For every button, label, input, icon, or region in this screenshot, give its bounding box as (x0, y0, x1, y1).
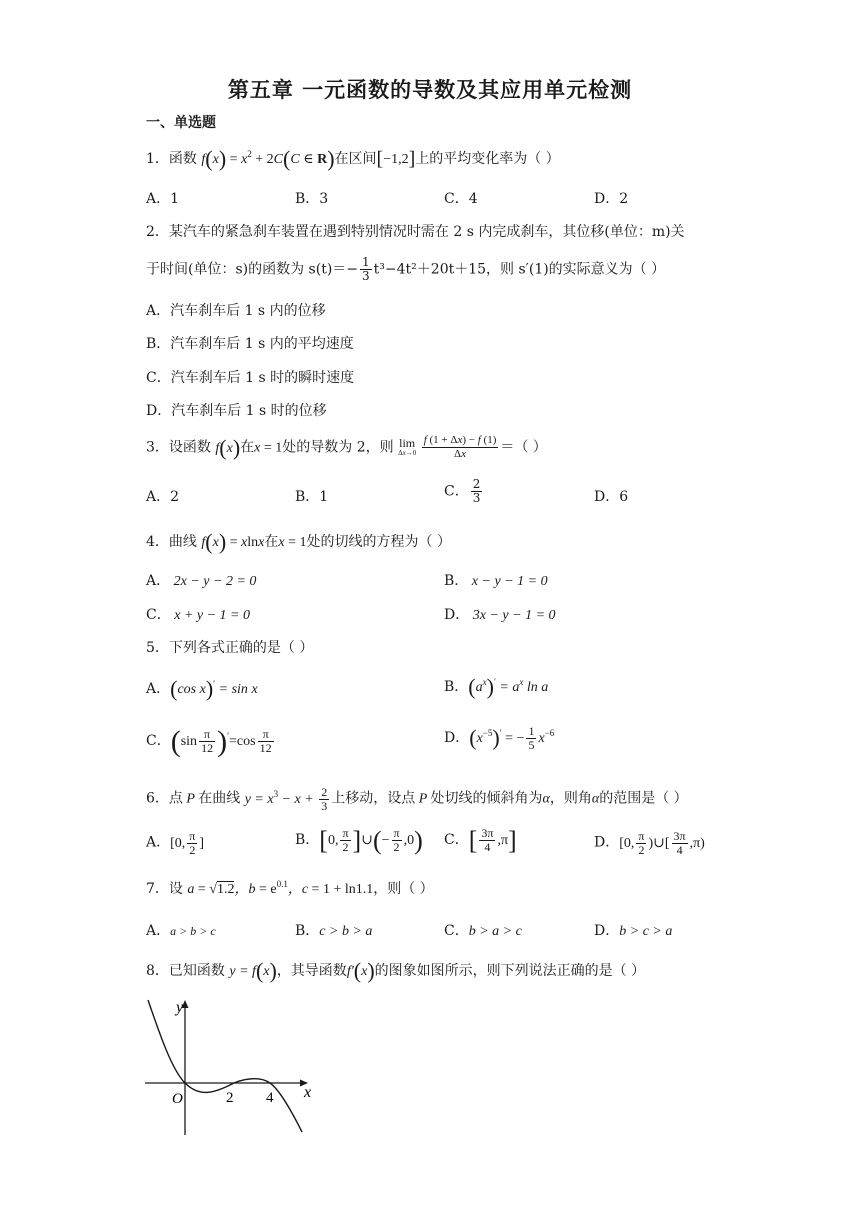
q5-option-a[interactable]: A．(cos x)′ = sin x (146, 676, 258, 701)
q2-fraction-one-third: $\frac{1}{3}$ (362, 255, 370, 283)
q6-option-a[interactable]: A．[0, $\frac{\pi}{2}$ ] (146, 829, 205, 857)
derivative-curve (148, 1000, 302, 1132)
q2-option-a[interactable]: A．汽车刹车后 1 s 内的位移 (146, 303, 326, 319)
q3-option-c[interactable]: C． $\frac{2}{3}$ (444, 477, 481, 505)
tick-label-4: 4 (266, 1090, 274, 1106)
question-2-line-1: 2．某汽车的紧急刹车装置在遇到特别情况时需在 2 s 内完成刹车，其位移(单位：m)关 (146, 224, 685, 240)
q7-option-c[interactable]: C．b > a > c (444, 923, 522, 939)
q1-option-c[interactable]: C．4 (444, 191, 478, 207)
q3-option-b[interactable]: B．1 (295, 489, 329, 505)
question-3: 3．设函数 f(x)在x = 1处的导数为 2，则 lim Δx→0 $\frac{f (1 + \Delta x) - f (1)}{\Delta x}$ ＝（ ） (146, 434, 547, 460)
section-heading: 一、单选题 (146, 115, 216, 131)
q3-option-d[interactable]: D．6 (594, 489, 629, 505)
page-title: 第五章 一元函数的导数及其应用单元检测 (227, 78, 633, 102)
q7-option-b[interactable]: B．c > b > a (295, 923, 373, 939)
q1-option-d[interactable]: D．2 (594, 191, 629, 207)
question-8: 8．已知函数 y = f(x)，其导函数f′(x)的图象如图所示，则下列说法正确的是（ ） (146, 958, 646, 983)
q1-option-b[interactable]: B．3 (295, 191, 329, 207)
q5-option-d[interactable]: D．$(x^{-5})'$ = − $\frac{1}{5}$ $x^{-6}$ (444, 724, 555, 753)
y-axis-label: y (176, 999, 184, 1016)
q4-option-c[interactable]: C． x + y − 1 = 0 (146, 607, 251, 623)
q4-option-a[interactable]: A． 2x − y − 2 = 0 (146, 573, 257, 589)
q5-option-b[interactable]: B．$(a^x)' = a^x$ ln a (444, 674, 549, 699)
q3-limit: lim Δx→0 $\frac{f (1 + \Delta x) - f (1)}{\Delta x}$ (398, 434, 497, 460)
q1-function: $f(x) = x^2 + 2C(C$ ∈ R) (201, 146, 335, 171)
q7-option-d[interactable]: D．b > c > a (594, 923, 673, 939)
q3-option-a[interactable]: A．2 (146, 489, 180, 505)
question-7: 7．设 a = √1.2，$b = e^{0.1}$，c = 1 + ln1.1，则（ ） (146, 879, 434, 897)
question-6: 6．点 P 在曲线 $y = x^3 - x$ + $\frac{2}{3}$ 上移动，设点 P 处切线的倾斜角为α，则角α的范围是（ ） (146, 785, 688, 813)
derivative-graph (140, 990, 330, 1140)
q5-option-c[interactable]: C．(sin $\frac{\pi}{12}$ )′=cos $\frac{\pi}{12}$ (146, 725, 272, 758)
q6-option-d[interactable]: D．[0, $\frac{\pi}{2}$ )∪[ $\frac{3\pi}{4}$ ,π) (594, 829, 705, 857)
q7-option-a[interactable]: A．a > b > c (146, 923, 216, 939)
tick-label-2: 2 (226, 1090, 234, 1106)
question-5: 5．下列各式正确的是（ ） (146, 640, 314, 656)
q2-option-d[interactable]: D．汽车刹车后 1 s 时的位移 (146, 403, 327, 419)
q4-option-d[interactable]: D． 3x − y − 1 = 0 (444, 607, 556, 623)
q2-option-c[interactable]: C．汽车刹车后 1 s 时的瞬时速度 (146, 370, 355, 386)
q1-option-a[interactable]: A．1 (146, 191, 180, 207)
x-axis-label: x (304, 1084, 312, 1101)
origin-label: O (172, 1091, 183, 1107)
q6-option-b[interactable]: B．[0, $\frac{\pi}{2}$ ]∪(− $\frac{\pi}{2}$ ,0) (295, 826, 423, 855)
question-2-line-2: 于时间(单位：s)的函数为 s(t)＝− $\frac{1}{3}$ t³−4t²＋20t＋15，则 s′(1)的实际意义为（ ） (146, 255, 666, 283)
q4-option-b[interactable]: B． x − y − 1 = 0 (444, 573, 548, 589)
q6-option-c[interactable]: C．[ $\frac{3\pi}{4}$ ,π] (444, 826, 517, 855)
question-1: 1．函数 $f(x) = x^2 + 2C(C$ ∈ R)在区间[−1,2]上的平均变化率为（ ） (146, 146, 560, 171)
question-4: 4．曲线 f(x) = xlnx在x = 1处的切线的方程为（ ） (146, 529, 451, 554)
q2-option-b[interactable]: B．汽车刹车后 1 s 内的平均速度 (146, 336, 354, 352)
q1-interval: [−1,2] (376, 148, 416, 170)
